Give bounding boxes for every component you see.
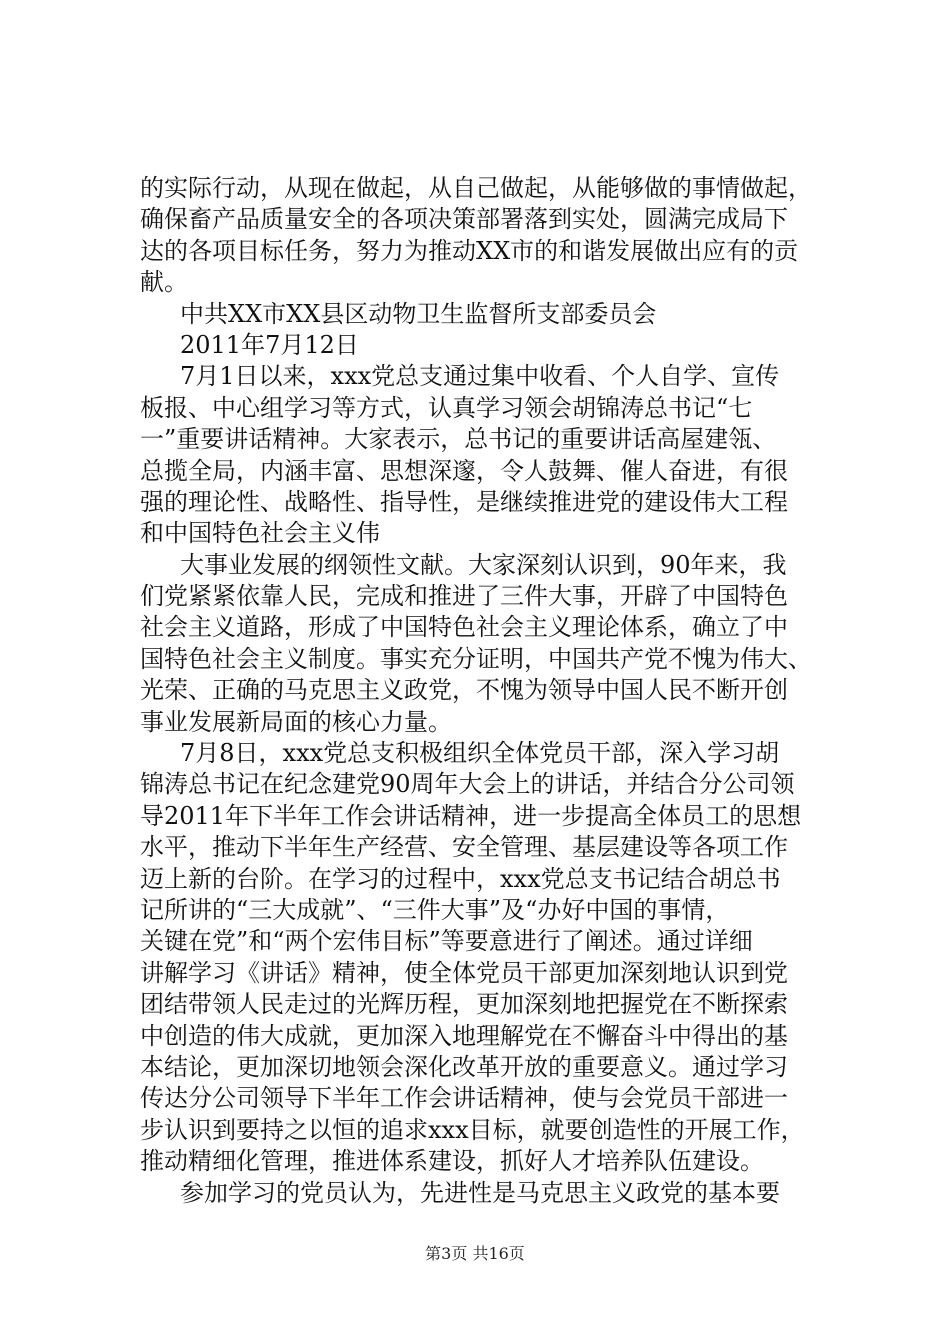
text-line: 国特色社会主义制度。事实充分证明，中国共产党不愧为伟大、: [140, 644, 812, 673]
text-line: 献。: [140, 268, 188, 297]
text-line: 步认识到要持之以恒的追求xxx目标，就要创造性的开展工作，: [140, 1115, 805, 1144]
text-line: 强的理论性、战略性、指导性，是继续推进党的建设伟大工程: [140, 487, 788, 516]
text-line: 和中国特色社会主义伟: [140, 519, 380, 548]
text-line: 推动精细化管理，推进体系建设，抓好人才培养队伍建设。: [140, 1147, 764, 1176]
text-line: 导2011年下半年工作会讲话精神，进一步提高全体员工的思想: [140, 801, 802, 830]
text-line: 的实际行动，从现在做起，从自己做起，从能够做的事情做起，: [140, 174, 812, 202]
text-line: 关键在党”和“两个宏伟目标”等要意进行了阐述。通过详细: [140, 927, 753, 956]
text-line: 事业发展新局面的核心力量。: [140, 707, 452, 736]
text-line: 板报、中心组学习等方式，认真学习领会胡锦涛总书记“七: [140, 393, 753, 422]
text-line: 光荣、正确的马克思主义政党，不愧为领导中国人民不断开创: [140, 676, 788, 705]
text-line: 总揽全局，内涵丰富、思想深邃，令人鼓舞、催人奋进，有很: [140, 456, 788, 485]
text-line: 参加学习的党员认为，先进性是马克思主义政党的基本要: [180, 1178, 780, 1207]
text-line: 社会主义道路，形成了中国特色社会主义理论体系，确立了中: [140, 613, 788, 642]
text-line: 水平，推动下半年生产经营、安全管理、基层建设等各项工作: [140, 833, 788, 862]
page-number-footer: 第3页 共16页: [425, 1244, 525, 1263]
signature-date: 2011年7月12日: [180, 330, 359, 359]
text-line: 记所讲的“三大成就”、“三件大事”及“办好中国的事情，: [140, 895, 730, 924]
text-line: 锦涛总书记在纪念建党90周年大会上的讲话，并结合分公司领: [140, 770, 795, 799]
text-line: 达的各项目标任务，努力为推动XX市的和谐发展做出应有的贡: [140, 236, 799, 265]
text-line: 一”重要讲话精神。大家表示，总书记的重要讲话高屋建瓴、: [140, 425, 777, 454]
text-line: 7月1日以来，xxx党总支通过集中收看、个人自学、宣传: [180, 362, 780, 391]
text-line: 本结论，更加深切地领会深化改革开放的重要意义。通过学习: [140, 1052, 788, 1081]
text-line: 迈上新的台阶。在学习的过程中，xxx党总支书记结合胡总书: [140, 864, 781, 893]
text-line: 团结带领人民走过的光辉历程，更加深刻地把握党在不断探索: [140, 990, 788, 1019]
signature-organization: 中共XX市XX县区动物卫生监督所支部委员会: [180, 299, 657, 328]
text-line: 大事业发展的纲领性文献。大家深刻认识到，90年来，我: [180, 550, 787, 579]
text-line: 传达分公司领导下半年工作会讲话精神，使与会党员干部进一: [140, 1084, 788, 1113]
text-line: 确保畜产品质量安全的各项决策部署落到实处，圆满完成局下: [140, 205, 788, 234]
text-line: 讲解学习《讲话》精神，使全体党员干部更加深刻地认识到党: [140, 958, 788, 987]
text-line: 中创造的伟大成就，更加深入地理解党在不懈奋斗中得出的基: [140, 1021, 788, 1050]
document-body: [140, 173, 840, 1209]
text-line: 7月8日，xxx党总支积极组织全体党员干部，深入学习胡: [180, 739, 780, 768]
text-line: 们党紧紧依靠人民，完成和推进了三件大事，开辟了中国特色: [140, 582, 788, 611]
